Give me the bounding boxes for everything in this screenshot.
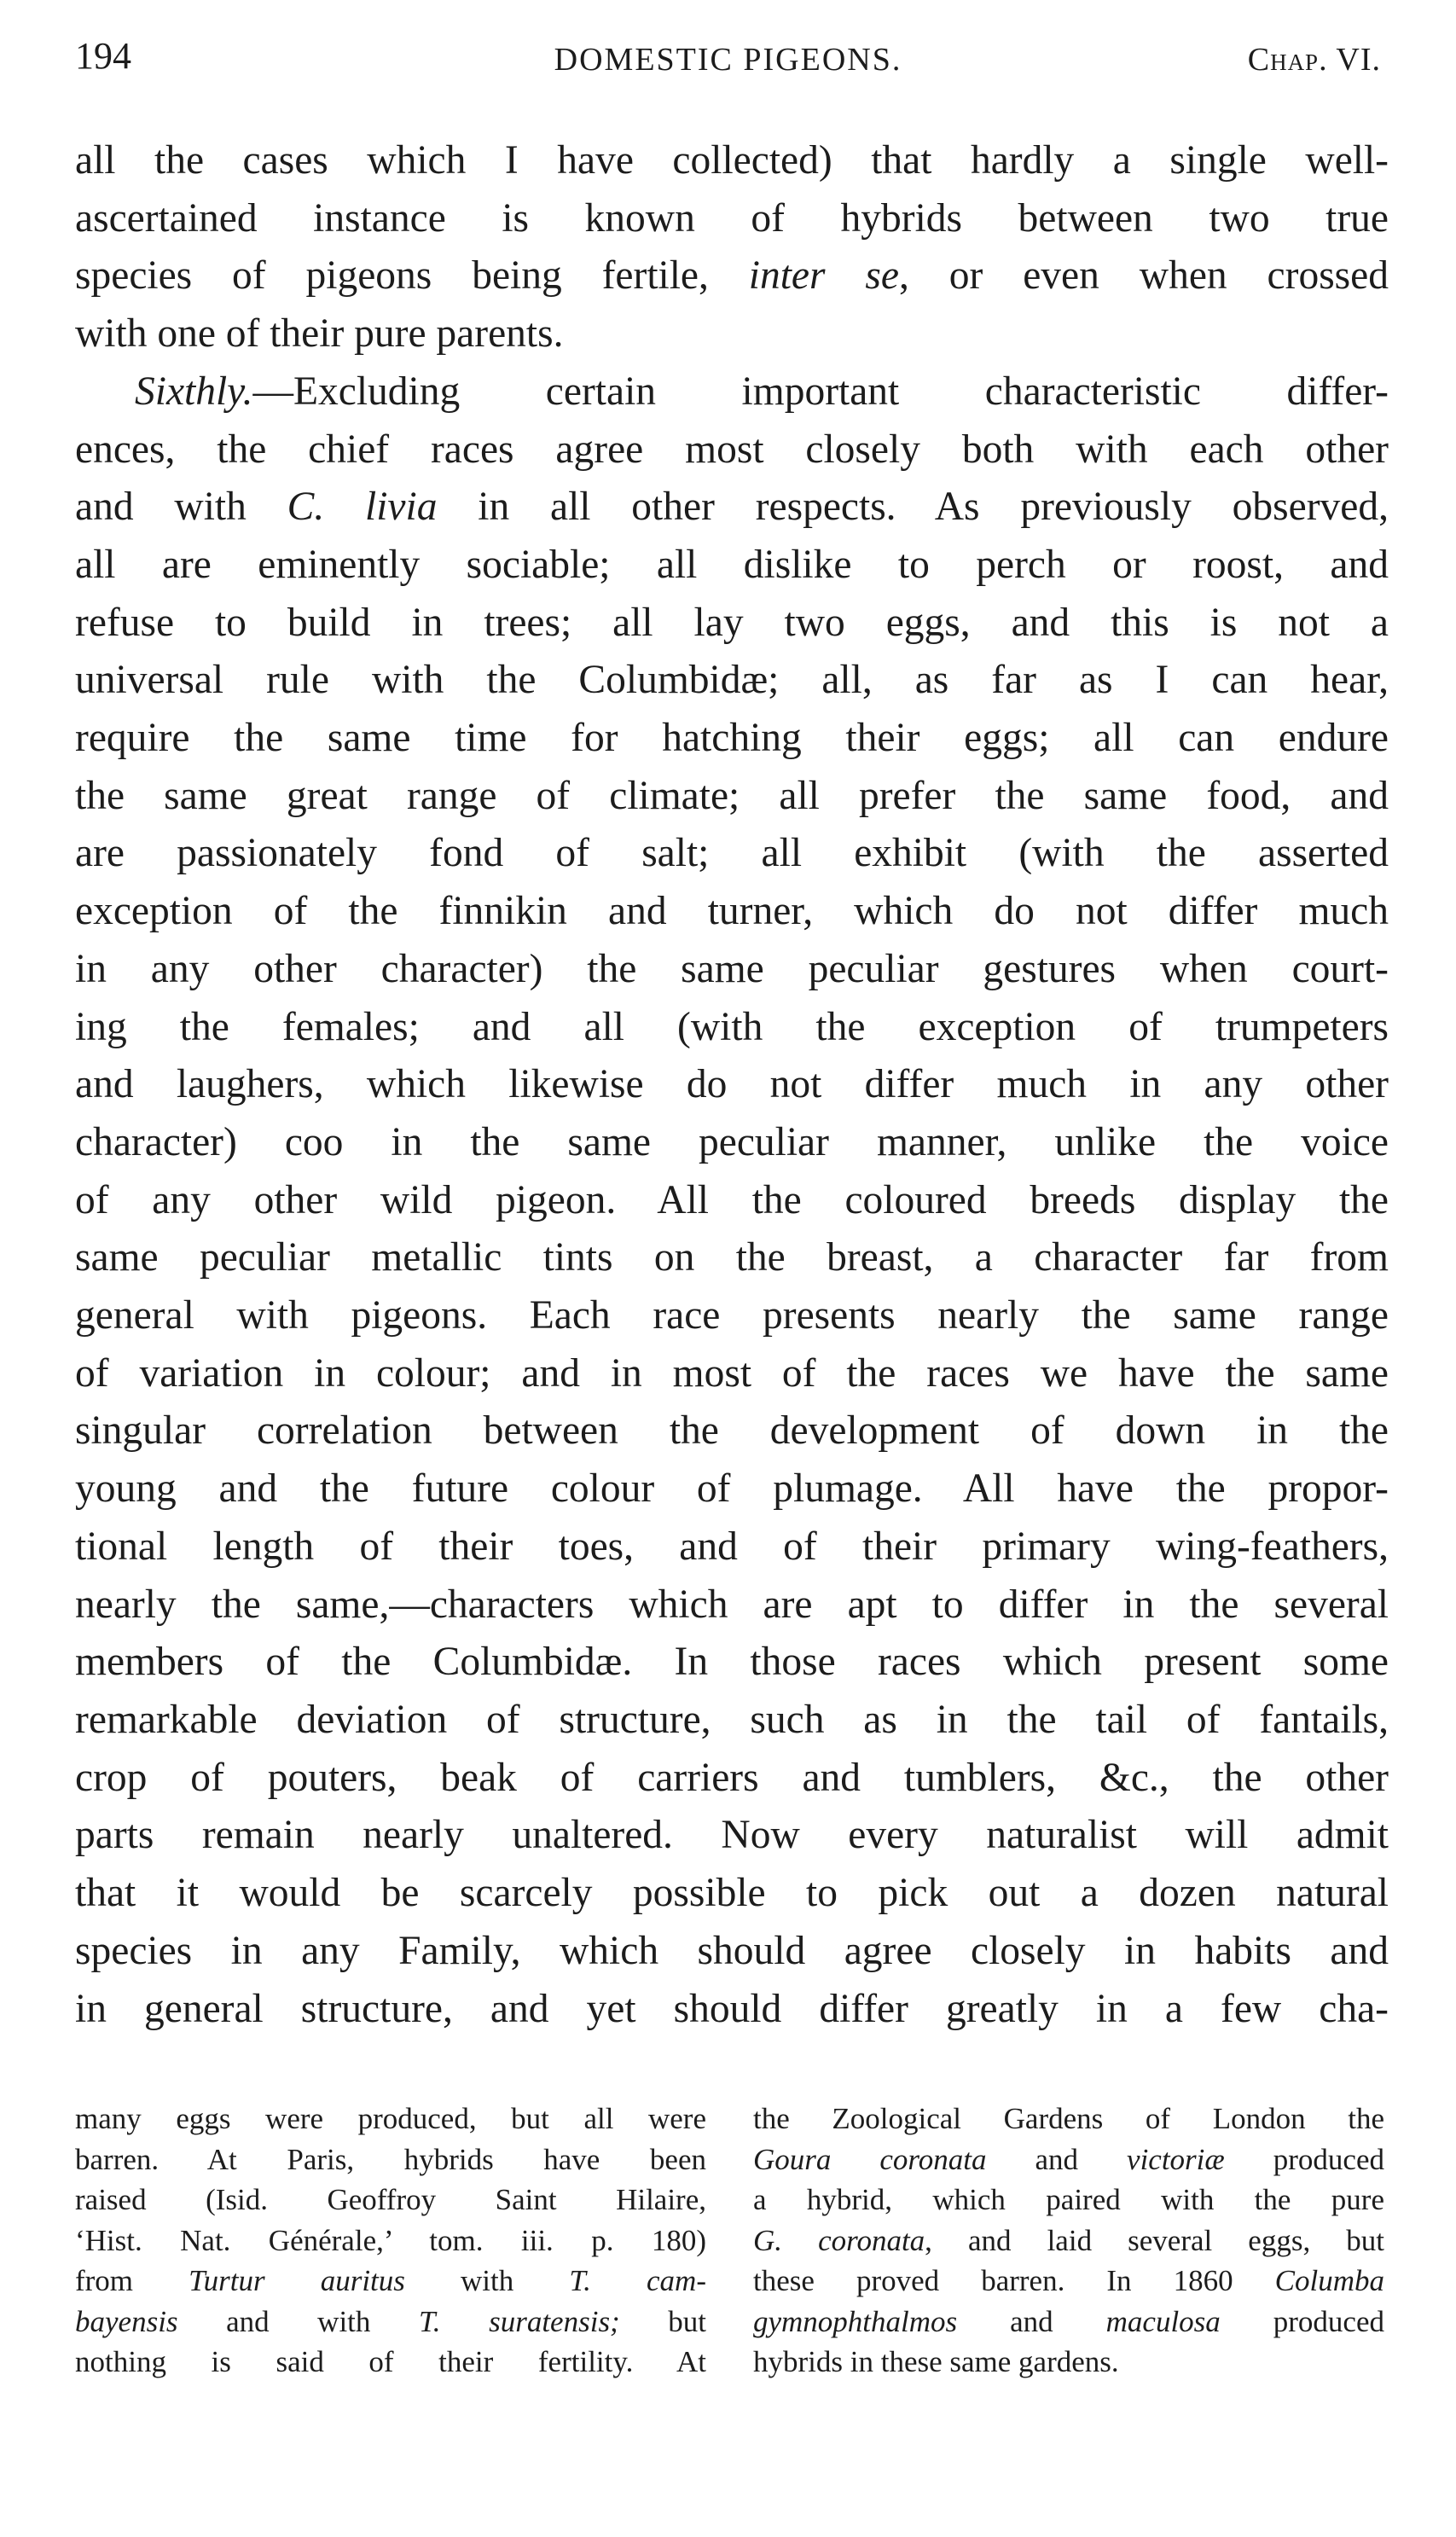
text-line: exception of the finnikin and turner, which do not differ much bbox=[75, 889, 1389, 934]
footnote-line: gymnophthalmos and maculosa produced bbox=[753, 2304, 1384, 2338]
footnote-column-right bbox=[753, 2099, 1384, 2383]
page-header bbox=[75, 34, 1381, 94]
text-line: crop of pouters, beak of carriers and tumblers, &c., the other bbox=[75, 1755, 1389, 1800]
main-text bbox=[75, 132, 1389, 2038]
text-line: all are eminently sociable; all dislike to perch or roost, and bbox=[75, 542, 1389, 587]
text-line: members of the Columbidæ. In those races which present some bbox=[75, 1640, 1389, 1685]
text-line: universal rule with the Columbidæ; all, as far as I can hear, bbox=[75, 658, 1389, 703]
text-line: young and the future colour of plumage. All have the propor- bbox=[75, 1466, 1389, 1512]
text-line: ences, the chief races agree most closely both with each other bbox=[75, 427, 1389, 472]
footnote-line: bayensis and with T. suratensis; but bbox=[75, 2304, 706, 2338]
text-line: all the cases which I have collected) that hardly a single well- bbox=[75, 138, 1389, 183]
text-line: in any other character) the same peculiar gestures when court- bbox=[75, 946, 1389, 991]
page-number: 194 bbox=[75, 35, 131, 77]
footnote-line: these proved barren. In 1860 Columba bbox=[753, 2264, 1384, 2297]
footnote-line: the Zoological Gardens of London the bbox=[753, 2102, 1384, 2135]
text-line: with one of their pure parents. bbox=[75, 311, 564, 357]
footnote-line: hybrids in these same gardens. bbox=[753, 2345, 1119, 2378]
footnote-line: nothing is said of their fertility. At bbox=[75, 2345, 706, 2378]
footnote-column-left bbox=[75, 2099, 706, 2383]
footnote-line: raised (Isid. Geoffroy Saint Hilaire, bbox=[75, 2183, 706, 2216]
footnote-line: G. coronata, and laid several eggs, but bbox=[753, 2223, 1384, 2257]
footnote-line: ‘Hist. Nat. Générale,’ tom. iii. p. 180) bbox=[75, 2223, 706, 2257]
footnote-line: many eggs were produced, but all were bbox=[75, 2102, 706, 2135]
text-line: of any other wild pigeon. All the coloured breeds display the bbox=[75, 1177, 1389, 1222]
text-line: parts remain nearly unaltered. Now every naturalist will admit bbox=[75, 1813, 1389, 1858]
text-line: ing the females; and all (with the exception of trumpeters bbox=[75, 1004, 1389, 1049]
text-line: species in any Family, which should agree closely in habits and bbox=[75, 1928, 1389, 1973]
text-line: refuse to build in trees; all lay two eggs, and this is not a bbox=[75, 600, 1389, 645]
text-line: in general structure, and yet should differ greatly in a few cha- bbox=[75, 1986, 1389, 2031]
text-line: singular correlation between the development of down in the bbox=[75, 1408, 1389, 1454]
text-line: tional length of their toes, and of their primary wing-feathers, bbox=[75, 1524, 1389, 1569]
footnote-line: from Turtur auritus with T. cam- bbox=[75, 2264, 706, 2297]
text-line: of variation in colour; and in most of the races we have the same bbox=[75, 1350, 1389, 1396]
text-line: ascertained instance is known of hybrids between two true bbox=[75, 195, 1389, 241]
text-line: same peculiar metallic tints on the breast, a character far from bbox=[75, 1235, 1389, 1280]
text-line: are passionately fond of salt; all exhibit (with the asserted bbox=[75, 831, 1389, 876]
footnote-line: barren. At Paris, hybrids have been bbox=[75, 2142, 706, 2176]
footnotes bbox=[75, 2099, 1389, 2380]
text-line: require the same time for hatching their eggs; all can endure bbox=[75, 716, 1389, 761]
text-line: remarkable deviation of structure, such as in the tail of fantails, bbox=[75, 1697, 1389, 1742]
text-line: nearly the same,—characters which are apt to differ in the several bbox=[75, 1582, 1389, 1627]
text-line: species of pigeons being fertile, inter se, or even when crossed bbox=[75, 253, 1389, 299]
text-line: and with C. livia in all other respects. As previously observed, bbox=[75, 485, 1389, 530]
footnote-line: Goura coronata and victoriæ produced bbox=[753, 2142, 1384, 2176]
footnote-line: a hybrid, which paired with the pure bbox=[753, 2183, 1384, 2216]
text-line: the same great range of climate; all prefer the same food, and bbox=[75, 773, 1389, 818]
text-line: and laughers, which likewise do not differ much in any other bbox=[75, 1062, 1389, 1107]
text-line: general with pigeons. Each race presents nearly the same range bbox=[75, 1293, 1389, 1338]
text-line: that it would be scarcely possible to pick out a dozen natural bbox=[75, 1871, 1389, 1916]
running-title: DOMESTIC PIGEONS. bbox=[554, 42, 902, 78]
text-line: Sixthly.—Excluding certain important characteristic differ- bbox=[135, 369, 1389, 414]
text-line: character) coo in the same peculiar manner, unlike the voice bbox=[75, 1119, 1389, 1164]
chapter-label: Chap. VI. bbox=[1247, 42, 1381, 78]
